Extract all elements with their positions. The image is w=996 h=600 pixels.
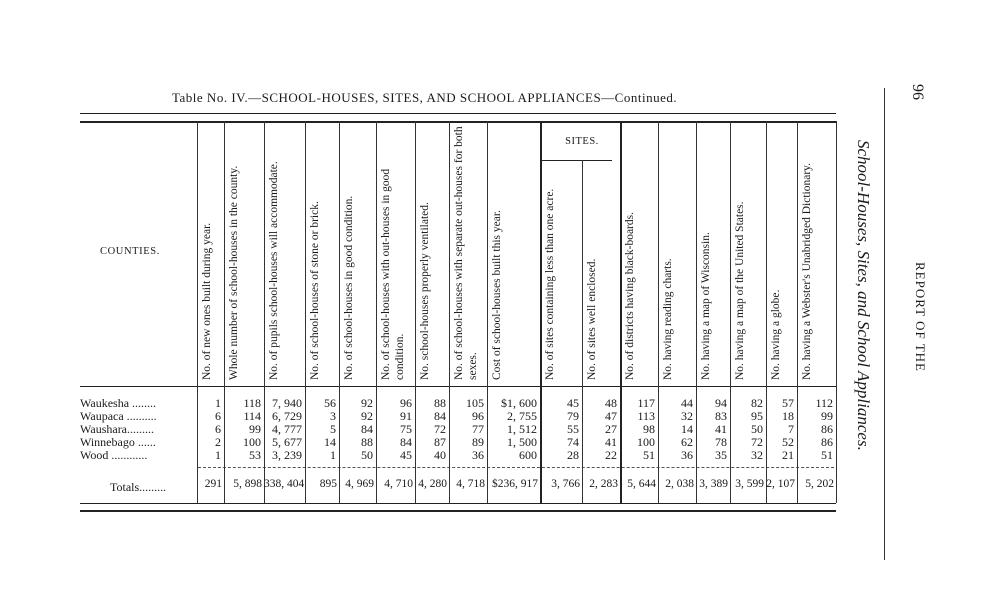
table-cell: 95	[751, 409, 763, 423]
table-cell: 89	[472, 435, 484, 449]
table-cell: 117	[637, 396, 655, 410]
table-cell: 1	[215, 396, 221, 410]
table-cell: 98	[643, 422, 655, 436]
column-header: No. of school-houses with out-houses in good condition.	[380, 168, 406, 380]
table-cell: 22	[605, 448, 617, 462]
table-cell: 44	[681, 396, 693, 410]
table-cell: 113	[637, 409, 655, 423]
totals-cell: 2, 107	[766, 478, 795, 490]
table-cell: 50	[751, 422, 763, 436]
table-cell: 84	[400, 435, 412, 449]
column-header: No. of sites well enclosed.	[586, 258, 598, 380]
table-cell: 105	[466, 396, 484, 410]
table-cell: 100	[243, 435, 261, 449]
table-cell: 99	[249, 422, 261, 436]
side-rule	[884, 88, 885, 560]
table-cell: 1, 512	[507, 422, 537, 436]
totals-cell: 2, 283	[589, 478, 618, 490]
county-name: Wood ............	[80, 448, 148, 462]
totals-cell: 4, 280	[418, 478, 447, 490]
column-header: No. having a Webster's Unabridged Dictionary.	[801, 162, 813, 380]
section-title: School-Houses, Sites, and School Appliances.	[854, 140, 873, 451]
table-cell: 2, 755	[507, 409, 537, 423]
table-cell: 27	[605, 422, 617, 436]
table-cell: 28	[567, 448, 579, 462]
table-cell: 72	[434, 422, 446, 436]
totals-dash-rule	[198, 467, 834, 468]
table-cell: 86	[821, 435, 833, 449]
totals-cell: 3, 599	[735, 478, 764, 490]
sites-group-label: SITES.	[565, 136, 599, 147]
totals-cell: 338, 404	[264, 478, 305, 490]
table-cell: 74	[567, 435, 579, 449]
table-cell: 53	[249, 448, 261, 462]
table-cell: 83	[715, 409, 727, 423]
totals-cell: 4, 710	[384, 478, 413, 490]
table-cell: 79	[567, 409, 579, 423]
table-cell: 40	[434, 448, 446, 462]
table-cell: 50	[361, 448, 373, 462]
bottom-rule-2	[80, 510, 836, 512]
column-header: No. having a map of the United States.	[734, 201, 746, 380]
column-header: No. of new ones built during year.	[201, 222, 213, 380]
table-cell: 88	[434, 396, 446, 410]
totals-cell: 291	[204, 478, 222, 490]
table-cell: 5	[330, 422, 336, 436]
table-cell: 56	[324, 396, 336, 410]
table-cell: 87	[434, 435, 446, 449]
table-cell: 3	[330, 409, 336, 423]
totals-cell: 4, 969	[345, 478, 374, 490]
table-cell: 114	[243, 409, 261, 423]
table-cell: 35	[715, 448, 727, 462]
table-cell: 100	[637, 435, 655, 449]
table-cell: 36	[472, 448, 484, 462]
table-cell: 3, 239	[272, 448, 302, 462]
totals-cell: 895	[319, 478, 337, 490]
county-name: Waukesha ........	[80, 396, 157, 410]
table-cell: 86	[821, 422, 833, 436]
sites-rule	[540, 160, 612, 161]
table-cell: $1, 600	[501, 396, 537, 410]
table-cell: 5, 677	[272, 435, 302, 449]
table-title: Table No. IV.—SCHOOL-HOUSES, SITES, AND SCHOOL APPLIANCES—Continued.	[172, 90, 678, 105]
top-rule-2	[80, 121, 836, 123]
table-cell: 7	[788, 422, 794, 436]
table-cell: 112	[815, 396, 833, 410]
table-cell: 51	[821, 448, 833, 462]
column-divider	[836, 121, 837, 503]
column-header: No. having a globe.	[770, 289, 782, 380]
column-header: No. of districts having black-boards.	[624, 212, 636, 380]
table-cell: 6, 729	[272, 409, 302, 423]
table-cell: 88	[361, 435, 373, 449]
totals-cell: 5, 898	[233, 478, 262, 490]
column-header: No. of school-houses in good condition.	[343, 195, 355, 380]
table-cell: 92	[361, 409, 373, 423]
table-cell: 7, 940	[272, 396, 302, 410]
table-cell: 47	[605, 409, 617, 423]
table-cell: 52	[782, 435, 794, 449]
table-cell: 96	[472, 409, 484, 423]
table-cell: 2	[215, 435, 221, 449]
table-cell: 45	[567, 396, 579, 410]
county-name: Waupaca ..........	[80, 409, 157, 423]
column-header: No. having a map of Wisconsin.	[700, 232, 712, 380]
table-cell: 18	[782, 409, 794, 423]
table-cell: 14	[324, 435, 336, 449]
bottom-rule	[80, 503, 836, 504]
column-header: No. of school-houses with separate out-houses for both sexes.	[453, 126, 479, 380]
table-cell: 82	[751, 396, 763, 410]
county-name: Winnebago ......	[80, 435, 156, 449]
totals-cell: 3, 766	[551, 478, 580, 490]
column-header: No. school-houses properly ventilated.	[419, 202, 431, 380]
table-cell: 1	[330, 448, 336, 462]
header-rule	[80, 386, 836, 387]
table-cell: 118	[243, 396, 261, 410]
table-cell: 96	[400, 396, 412, 410]
table-cell: 32	[681, 409, 693, 423]
table-cell: 62	[681, 435, 693, 449]
table-cell: 84	[434, 409, 446, 423]
table-cell: 48	[605, 396, 617, 410]
totals-label: Totals.........	[110, 480, 167, 494]
table-cell: 51	[643, 448, 655, 462]
table-cell: 36	[681, 448, 693, 462]
table-cell: 1	[215, 448, 221, 462]
table-cell: 6	[215, 422, 221, 436]
totals-cell: 2, 038	[665, 478, 694, 490]
table-cell: 21	[782, 448, 794, 462]
table-cell: 75	[400, 422, 412, 436]
table-cell: 55	[567, 422, 579, 436]
column-header: No. of sites containing less than one acre.	[544, 188, 556, 380]
table-cell: 600	[519, 448, 537, 462]
column-header: Cost of school-houses built this year.	[491, 210, 503, 380]
table-cell: 94	[715, 396, 727, 410]
table-cell: 41	[715, 422, 727, 436]
table-cell: 92	[361, 396, 373, 410]
column-header: No. of school-houses of stone or brick.	[309, 201, 321, 380]
column-header: No. having reading charts.	[662, 258, 674, 380]
top-rule	[80, 113, 836, 114]
county-name: Waushara.........	[80, 422, 155, 436]
column-header: Whole number of school-houses in the county.	[228, 165, 240, 380]
table-cell: 6	[215, 409, 221, 423]
table-cell: 78	[715, 435, 727, 449]
totals-cell: $236, 917	[492, 478, 538, 490]
totals-cell: 5, 644	[627, 478, 656, 490]
table-cell: 1, 500	[507, 435, 537, 449]
totals-cell: 3, 389	[699, 478, 728, 490]
running-head: REPORT OF THE	[913, 262, 928, 372]
counties-label: COUNTIES.	[100, 246, 160, 257]
totals-cell: 4, 718	[456, 478, 485, 490]
table-cell: 45	[400, 448, 412, 462]
table-cell: 32	[751, 448, 763, 462]
table-cell: 84	[361, 422, 373, 436]
table-cell: 91	[400, 409, 412, 423]
totals-cell: 5, 202	[805, 478, 834, 490]
page-number: 96	[909, 84, 926, 100]
table-cell: 14	[681, 422, 693, 436]
table-cell: 72	[751, 435, 763, 449]
column-header: No. of pupils school-houses will accommodate.	[268, 161, 280, 380]
table-cell: 99	[821, 409, 833, 423]
table-cell: 57	[782, 396, 794, 410]
table-cell: 4, 777	[272, 422, 302, 436]
table-cell: 41	[605, 435, 617, 449]
table-cell: 77	[472, 422, 484, 436]
